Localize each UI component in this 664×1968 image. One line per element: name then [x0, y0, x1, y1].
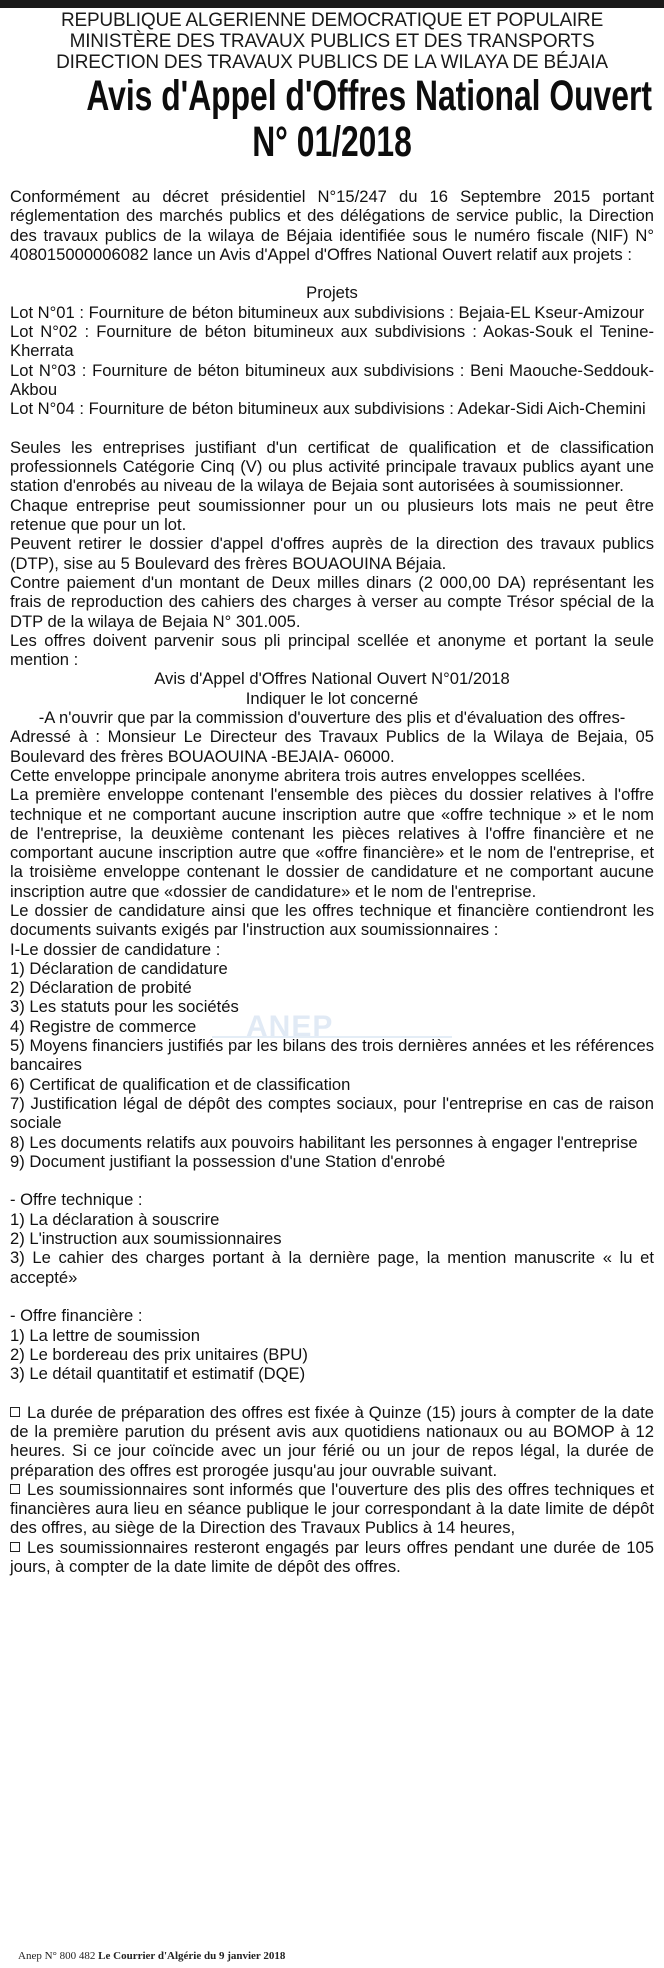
list-item: 7) Justification légal de dépôt des comptes sociaux, pour l'entreprise en cas de raison sociale [10, 1093, 654, 1133]
list-item: 5) Moyens financiers justifiés par les bilans des trois dernières années et les références bancaires [10, 1036, 654, 1075]
validity-notice: Les soumissionnaires resteront engagés par leurs offres pendant une durée de 105 jours, à compter de la date limite de dépôt des offres. [10, 1537, 654, 1577]
financiere-heading: - Offre financière : [10, 1306, 143, 1326]
candidature-heading: I-Le dossier de candidature : [10, 939, 221, 959]
intro-paragraph: Conformément au décret présidentiel N°15/247 du 16 Septembre 2015 portant réglementation des marchés publics et des délégations de service public, la Direction des travaux publics de la wilaya de Béjaia identifiée sous le numéro fiscale (NIF) N° 408015000006082 lance un Avis d'Appel d'Offres National Ouvert relatif aux projets : [10, 187, 654, 264]
list-item: 3) Le détail quantitatif et estimatif (DQE) [10, 1364, 306, 1384]
lot-1: Lot N°01 : Fourniture de béton bitumineux aux subdivisions : Bejaia-EL Kseur-Amizour [10, 302, 645, 322]
list-item: 1) Déclaration de candidature [10, 958, 228, 978]
envelope-paragraph: Cette enveloppe principale anonyme abritera trois autres enveloppes scellées. [10, 765, 586, 785]
documents-paragraph: Le dossier de candidature ainsi que les offres technique et financière contiendront les documents suivants exigés par l'instruction aux soumissionnaires : [10, 900, 654, 940]
header-direction: DIRECTION DES TRAVAUX PUBLICS DE LA WILAYA DE BÉJAIA [56, 52, 608, 73]
candidature-list [10, 940, 654, 1172]
list-item: 8) Les documents relatifs aux pouvoirs habilitant les personnes à engager l'entreprise [10, 1132, 638, 1152]
address-paragraph: Adressé à : Monsieur Le Directeur des Travaux Publics de la Wilaya de Bejaia, 05 Boulevard des frères BOUAOUINA -BEJAIA- 06000. [10, 727, 654, 766]
list-item: 6) Certificat de qualification et de classification [10, 1074, 351, 1094]
deadline-notice: La durée de préparation des offres est fixée à Quinze (15) jours à compter de la date de la première parution du présent avis aux quotidiens nationaux ou au BOMOP à 12 heures. Si ce jour coïncide avec un jour férié ou un jour de repos légal, la durée de préparation des offres est prorogée jusqu'au jour ouvrable suivant. [10, 1402, 654, 1480]
header-ministry: MINISTÈRE DES TRAVAUX PUBLICS ET DES TRANSPORTS [69, 31, 595, 52]
notice-title: Avis d'Appel d'Offres National Ouvert [86, 72, 652, 120]
square-bullet-icon [10, 1484, 20, 1494]
eligibility-paragraph: Seules les entreprises justifiant d'un certificat de qualification et de classification professionnels Catégorie Cinq (V) ou plus activité principale travaux publics ayant une station d'enrobés au niveau de la wilaya de Bejaia sont autorisées à soumissionner. [10, 437, 654, 496]
mention-commission: -A n'ouvrir que par la commission d'ouverture des plis et d'évaluation des offres- [38, 708, 626, 728]
list-item: 1) La lettre de soumission [10, 1325, 201, 1345]
envelopes-detail-paragraph: La première enveloppe contenant l'ensemble des pièces du dossier relatives à l'offre technique et ne comportant aucune inscription autre que «offre technique » et le nom de l'entreprise, la deuxième contenant les pièces relatives à l'offre financière et ne comportant aucune inscription autre que «offre financière» et le nom de l'entreprise, et la troisième enveloppe contenant le dossier de candidature et ne comportant aucune inscription autre que «dossier de candidature» et le nom de l'entreprise. [10, 785, 654, 901]
square-bullet-icon [10, 1407, 20, 1417]
list-item: 3) Le cahier des charges portant à la dernière page, la mention manuscrite « lu et accepté» [10, 1248, 654, 1287]
submission-paragraph: Les offres doivent parvenir sous pli principal scellée et anonyme et portant la seule mention : [10, 630, 654, 670]
financiere-list [10, 1306, 654, 1383]
lots-rule-paragraph: Chaque entreprise peut soumissionner pour un ou plusieurs lots mais ne peut être retenue que pour un lot. [10, 495, 654, 535]
list-item: 3) Les statuts pour les sociétés [10, 997, 239, 1017]
list-item: 4) Registre de commerce [10, 1016, 197, 1036]
notice-header [0, 10, 664, 165]
top-rule [0, 0, 664, 8]
notice-number: N° 01/2018 [252, 118, 412, 166]
square-bullet-icon [10, 1542, 20, 1552]
technique-list [10, 1190, 654, 1286]
lot-2: Lot N°02 : Fourniture de béton bitumineux aux subdivisions : Aokas-Souk el Tenine-Kherrata [10, 322, 654, 361]
lot-4: Lot N°04 : Fourniture de béton bitumineux aux subdivisions : Adekar-Sidi Aich-Chemini [10, 399, 646, 419]
header-republic: REPUBLIQUE ALGERIENNE DEMOCRATIQUE ET POPULAIRE [60, 10, 604, 31]
publication-footer [18, 1950, 285, 1963]
technique-heading: - Offre technique : [10, 1190, 143, 1210]
list-item: 1) La déclaration à souscrire [10, 1209, 220, 1229]
anep-number: Anep N° 800 482 [18, 1950, 96, 1962]
list-item: 9) Document justifiant la possession d'une Station d'enrobé [10, 1151, 446, 1171]
opening-notice: Les soumissionnaires sont informés que l'ouverture des plis des offres techniques et financières aura lieu en séance publique le jour correspondant à la date limite de dépôt des offres, au siège de la Direction des Travaux Publics à 14 heures, [10, 1479, 654, 1538]
list-item: 2) Déclaration de probité [10, 978, 192, 998]
watermark-logo: ANEP [212, 1010, 452, 1060]
mention-lot: Indiquer le lot concerné [245, 688, 419, 708]
journal-name: Le Courrier d'Algérie du 9 janvier 2018 [98, 1950, 286, 1962]
payment-paragraph: Contre paiement d'un montant de Deux milles dinars (2 000,00 DA) représentant les frais de reproduction des cahiers des charges à verser au compte Trésor spécial de la DTP de la wilaya de Bejaia N° 301.005. [10, 572, 654, 631]
projects-heading: Projets [306, 283, 358, 303]
mention-title: Avis d'Appel d'Offres National Ouvert N°01/2018 [154, 669, 510, 689]
notice-body [10, 187, 654, 1576]
list-item: 2) L'instruction aux soumissionnaires [10, 1229, 282, 1249]
lot-3: Lot N°03 : Fourniture de béton bitumineux aux subdivisions : Beni Maouche-Seddouk-Akbou [10, 360, 654, 399]
list-item: 2) Le bordereau des prix unitaires (BPU) [10, 1344, 308, 1364]
withdrawal-paragraph: Peuvent retirer le dossier d'appel d'offres auprès de la direction des travaux publics (DTP), sise au 5 Boulevard des frères BOUAOUINA Béjaia. [10, 534, 654, 573]
